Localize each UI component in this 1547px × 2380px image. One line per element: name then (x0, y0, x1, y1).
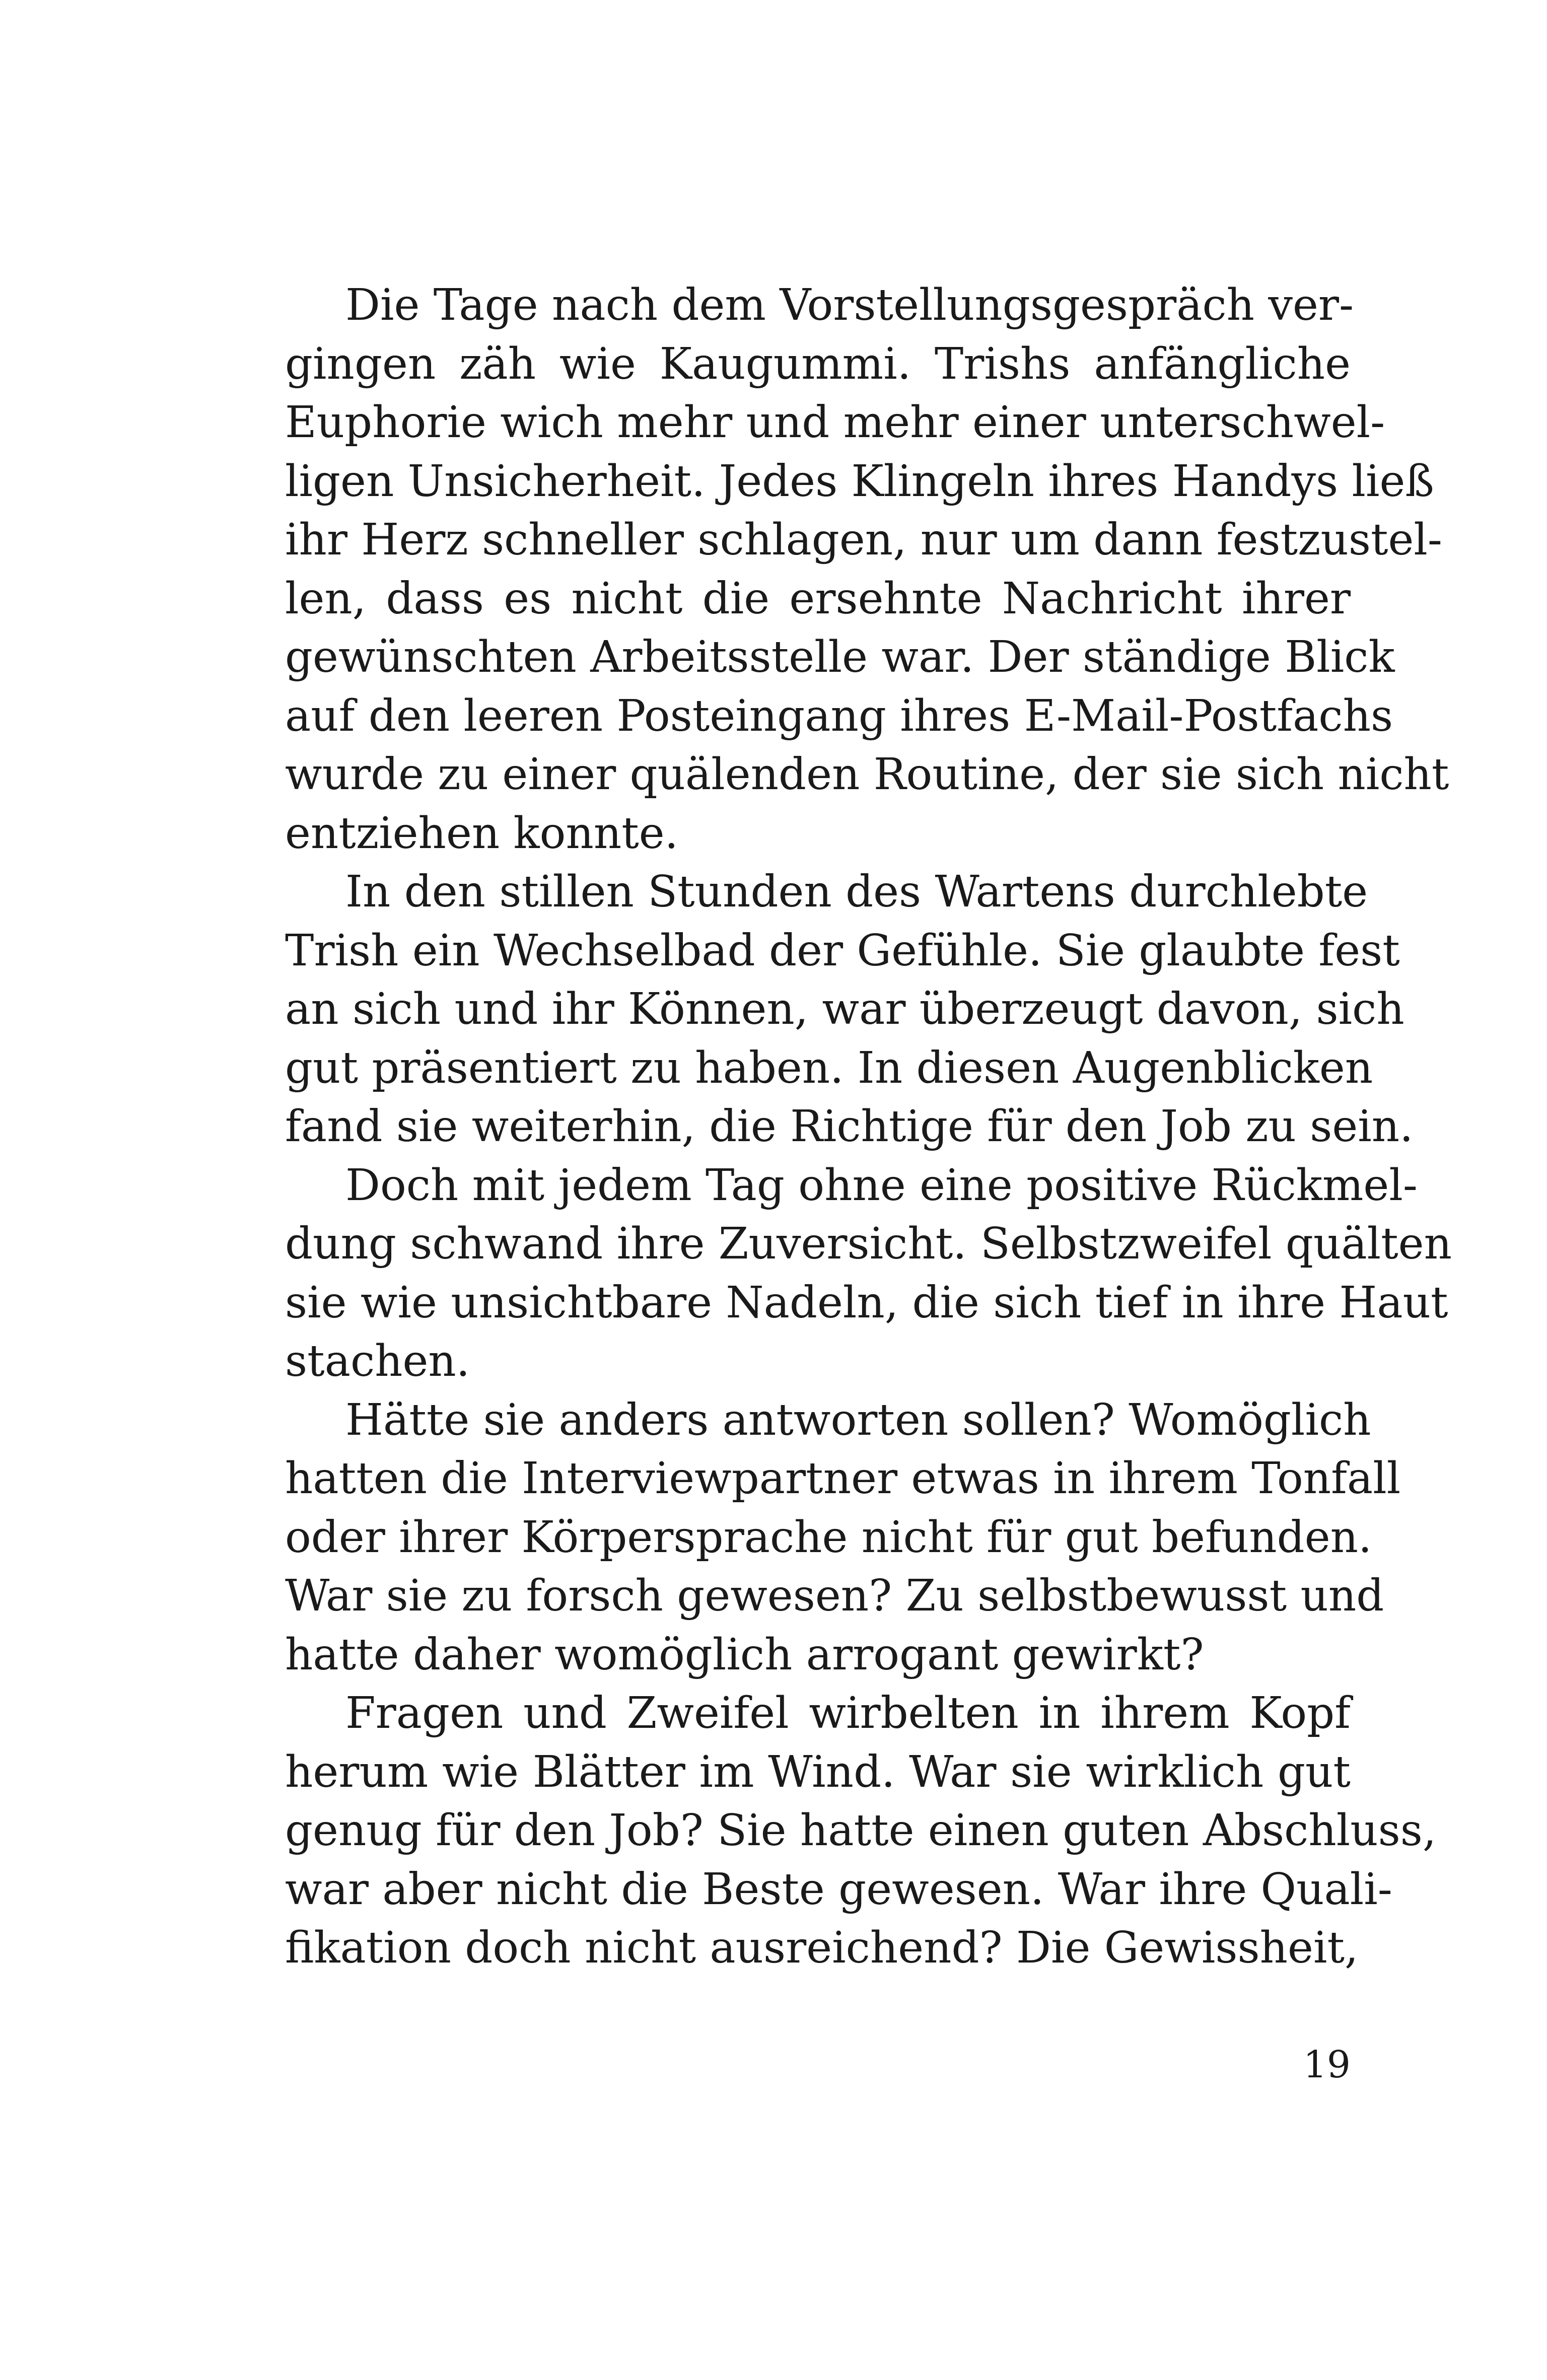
text-line: fand sie weiterhin, die Richtige für den Job zu sein. (285, 1101, 1414, 1152)
page-number: 19 (1303, 2043, 1351, 2086)
text-line: hatten die Interviewpartner etwas in ihrem Tonfall (285, 1453, 1401, 1504)
text-line: In den stillen Stunden des Wartens durchlebte (345, 867, 1368, 917)
text-line: gingen zäh wie Kaugummi. Trishs anfängliche (285, 338, 1351, 389)
paragraph (285, 1684, 1437, 1978)
text-line: genug für den Job? Sie hatte einen guten Abschluss, (285, 1805, 1437, 1856)
text-line: hatte daher womöglich arrogant gewirkt? (285, 1629, 1204, 1680)
text-line: gewünschten Arbeitsstelle war. Der ständige Blick (285, 632, 1395, 682)
paragraph (285, 276, 1449, 863)
text-line: entziehen konnte. (285, 808, 679, 859)
paragraph (285, 1156, 1452, 1391)
text-line: gut präsentiert zu haben. In diesen Augenblicken (285, 1042, 1373, 1093)
text-line: Fragen und Zweifel wirbelten in ihrem Kopf (345, 1688, 1351, 1738)
text-line: war aber nicht die Beste gewesen. War ihre Quali- (285, 1864, 1392, 1915)
text-line: ligen Unsicherheit. Jedes Klingeln ihres Handys ließ (285, 456, 1434, 507)
text-line: ihr Herz schneller schlagen, nur um dann festzustel- (285, 515, 1442, 565)
text-line: Doch mit jedem Tag ohne eine positive Rückmel- (345, 1160, 1418, 1211)
text-line: dung schwand ihre Zuversicht. Selbstzweifel quälten (285, 1219, 1452, 1269)
text-line: War sie zu forsch gewesen? Zu selbstbewusst und (285, 1571, 1384, 1621)
text-line: auf den leeren Posteingang ihres E-Mail-Postfachs (285, 690, 1393, 741)
body-text (285, 276, 1452, 1978)
text-line: wurde zu einer quälenden Routine, der sie sich nicht (285, 749, 1449, 800)
paragraph (285, 863, 1414, 1156)
text-line: an sich und ihr Können, war überzeugt davon, sich (285, 984, 1404, 1034)
text-line: sie wie unsichtbare Nadeln, die sich tief in ihre Haut (285, 1277, 1448, 1328)
text-line: fikation doch nicht ausreichend? Die Gewissheit, (285, 1923, 1359, 1973)
text-line: stachen. (285, 1336, 470, 1386)
text-line: herum wie Blätter im Wind. War sie wirklich gut (285, 1746, 1351, 1797)
text-line: Die Tage nach dem Vorstellungsgespräch ver- (345, 280, 1354, 330)
paragraph (285, 1391, 1401, 1685)
text-line: len, dass es nicht die ersehnte Nachricht ihrer (285, 573, 1351, 624)
text-line: Euphorie wich mehr und mehr einer unterschwel- (285, 397, 1385, 448)
text-line: Hätte sie anders antworten sollen? Womöglich (345, 1394, 1371, 1445)
text-line: oder ihrer Körpersprache nicht für gut befunden. (285, 1512, 1372, 1563)
text-line: Trish ein Wechselbad der Gefühle. Sie glaubte fest (285, 925, 1400, 976)
